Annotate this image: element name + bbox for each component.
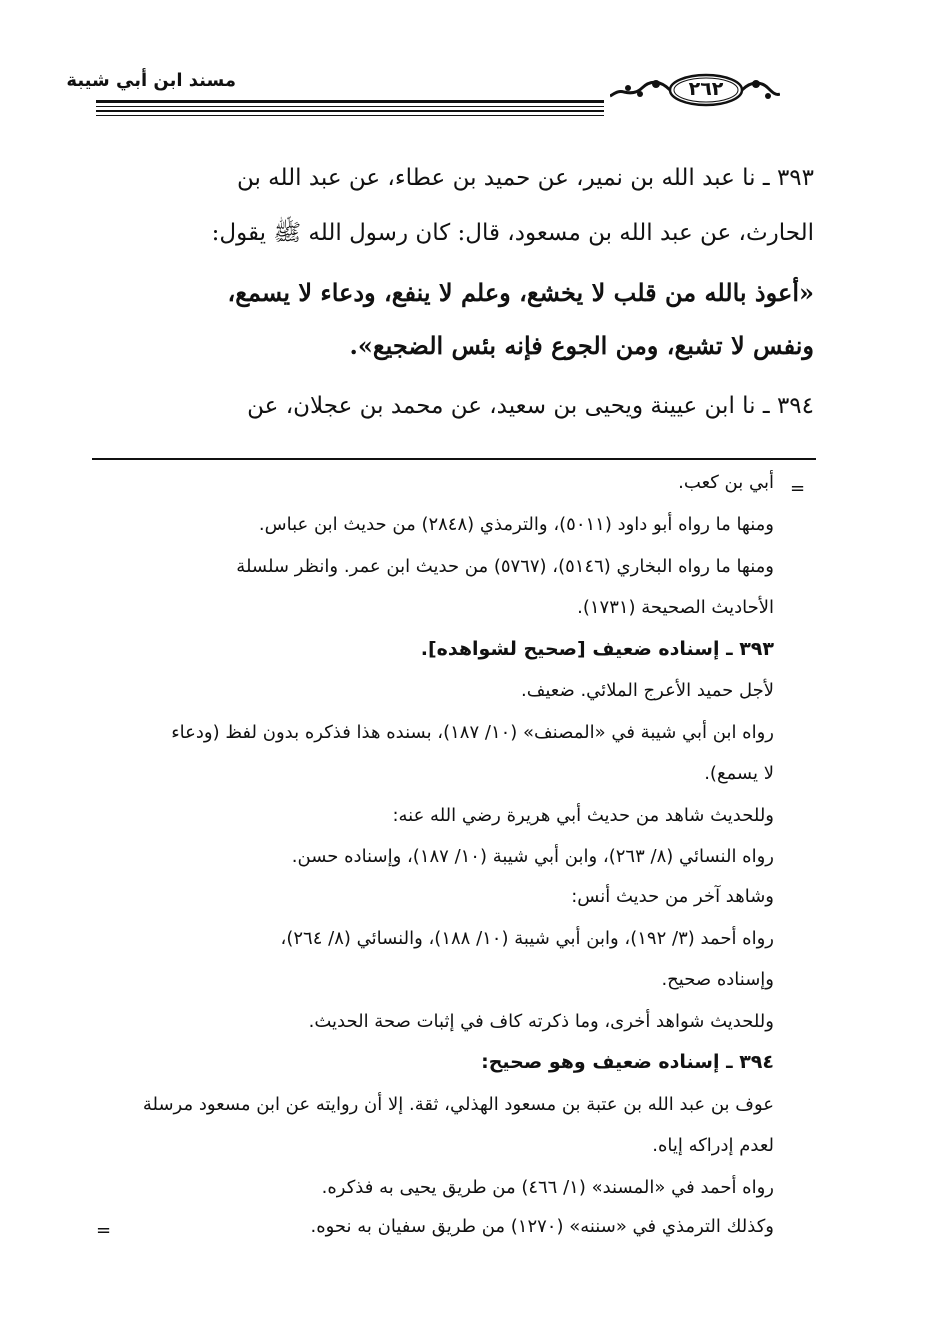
header-rule [96, 106, 604, 107]
running-title: مسند ابن أبي شيبة [66, 70, 236, 91]
footnote-line: عوف بن عبد الله بن عتبة بن مسعود الهذلي، ثقة. إلا أن روايته عن ابن مسعود مرسلة [142, 1094, 774, 1115]
header-rule [96, 110, 604, 112]
footnote-line: وكذلك الترمذي في «سننه» (١٢٧٠) من طريق سفيان به نحوه. [310, 1216, 774, 1237]
footnote-line: رواه ابن أبي شيبة في «المصنف» (١٠/ ١٨٧)، بسنده هذا فذكره بدون لفظ (ودعاء [171, 722, 774, 743]
footnote-line: الأحاديث الصحيحة (١٧٣١). [577, 597, 774, 618]
header-rule [96, 115, 604, 116]
hadith-text-line: ونفس لا تشبع، ومن الجوع فإنه بئس الضجيع». [349, 331, 814, 360]
footnote-line: وللحديث شواهد أخرى، وما ذكرته كاف في إثبات صحة الحديث. [308, 1011, 774, 1032]
footnote-line: وشاهد آخر من حديث أنس: [571, 886, 774, 907]
main-text-line: ٣٩٤ ـ نا ابن عيينة ويحيى بن سعيد، عن محمد بن عجلان، عن [247, 393, 814, 419]
continued-mark: = [96, 1220, 112, 1241]
footnote-line: رواه النسائي (٨/ ٢٦٣)، وابن أبي شيبة (١٠/ ١٨٧)، وإسناده حسن. [291, 846, 774, 867]
page-number: ٢٦٢ [688, 78, 724, 100]
footnote-line: رواه أحمد في «المسند» (١/ ٤٦٦) من طريق يحيى به فذكره. [321, 1177, 774, 1198]
footnote-separator [92, 458, 816, 460]
footnote-line: لعدم إدراكه إياه. [652, 1135, 774, 1156]
footnote-line: وإسناده صحيح. [661, 969, 774, 990]
footnote-line: رواه أحمد (٣/ ١٩٢)، وابن أبي شيبة (١٠/ ١٨٨)، والنسائي (٨/ ٢٦٤)، [280, 928, 774, 949]
hadith-text-line: «أعوذ بالله من قلب لا يخشع، وعلم لا ينفع، ودعاء لا يسمع، [227, 278, 814, 307]
footnote-line: أبي بن كعب. [678, 472, 774, 493]
main-text-line: ٣٩٣ ـ نا عبد الله بن نمير، عن حميد بن عطاء، عن عبد الله بن [236, 165, 814, 191]
footnote-line: وللحديث شاهد من حديث أبي هريرة رضي الله عنه: [392, 805, 774, 826]
footnote-heading: ٣٩٤ ـ إسناده ضعيف وهو صحيح: [481, 1051, 774, 1073]
continued-mark: = [790, 478, 806, 499]
footnote-line: ومنها ما رواه أبو داود (٥٠١١)، والترمذي (٢٨٤٨) من حديث ابن عباس. [258, 514, 774, 535]
footnote-heading: ٣٩٣ ـ إسناده ضعيف [صحيح لشواهده]. [420, 638, 774, 660]
header-rule [96, 100, 604, 103]
page-number-ornament [610, 70, 780, 110]
footnote-line: لأجل حميد الأعرج الملائي. ضعيف. [520, 680, 774, 701]
footnote-line: لا يسمع). [704, 763, 774, 784]
main-text-line: الحارث، عن عبد الله بن مسعود، قال: كان رسول الله ﷺ يقول: [211, 220, 814, 246]
footnote-line: ومنها ما رواه البخاري (٥١٤٦)، (٥٧٦٧) من حديث ابن عمر. وانظر سلسلة [236, 556, 774, 577]
